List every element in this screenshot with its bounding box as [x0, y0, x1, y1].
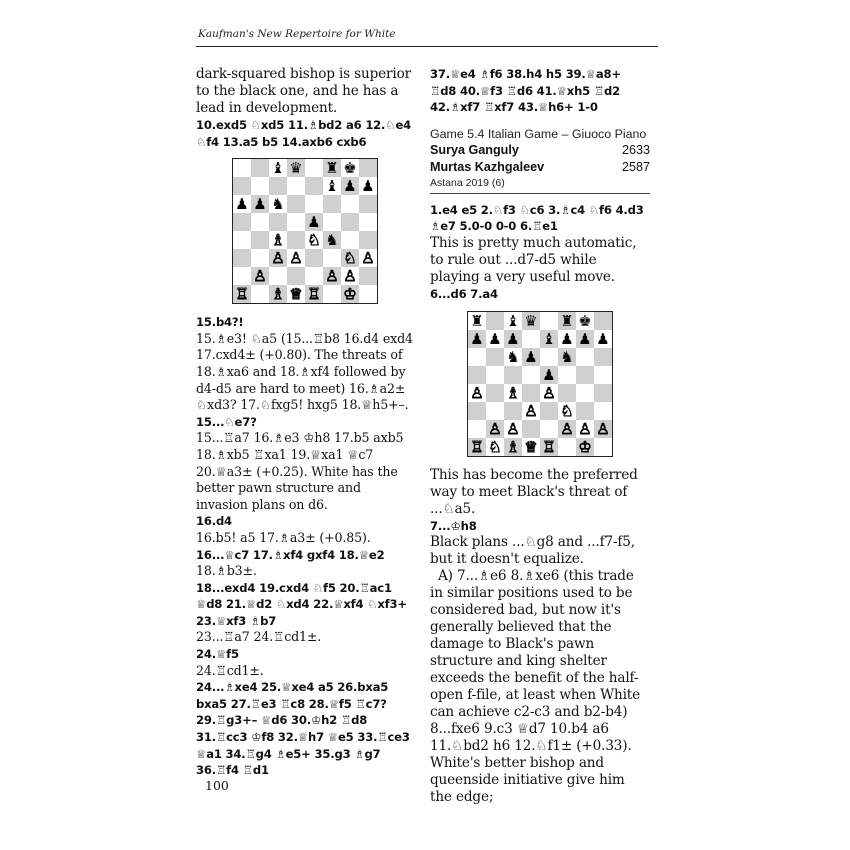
board-square	[305, 249, 323, 267]
chess-piece: ♟	[305, 213, 323, 231]
board-square	[558, 366, 576, 384]
chess-piece: ♙	[343, 267, 357, 286]
board-square	[287, 177, 305, 195]
board-square	[522, 384, 540, 402]
chess-piece: ♙	[289, 249, 303, 268]
board-square	[540, 420, 558, 438]
chess-piece: ♟	[488, 329, 502, 348]
chess-piece: ♗	[504, 438, 522, 456]
chess-piece: ♟	[251, 195, 269, 213]
black-player-name: Murtas Kazhgaleev	[430, 159, 545, 174]
board-square	[359, 285, 377, 303]
chess-piece: ♙	[558, 420, 576, 438]
move-line: 24.♕f5	[196, 647, 239, 662]
board-square	[305, 177, 323, 195]
chess-piece: ♘	[488, 437, 502, 456]
move-line: 10.exd5 ♘xd5 11.♗bd2 a6 12.♘e4 ♘f4 13.a5 b5 14.axb6 cxb6	[196, 118, 411, 149]
chess-piece: ♞	[506, 347, 520, 366]
chess-piece: ♟	[560, 329, 574, 348]
board-square	[251, 231, 269, 249]
white-player-rating: 2633	[621, 142, 650, 157]
chess-piece: ♜	[323, 159, 341, 177]
chess-piece: ♟	[522, 348, 540, 366]
board-square	[341, 195, 359, 213]
white-player	[430, 142, 650, 159]
commentary-paragraph: 24.♖cd1±.	[196, 662, 264, 678]
chess-piece: ♟	[341, 177, 359, 195]
board-square	[359, 213, 377, 231]
board-square	[576, 366, 594, 384]
chess-piece: ♖	[468, 438, 486, 456]
board-square	[287, 195, 305, 213]
board-square	[486, 312, 504, 330]
board-square	[522, 330, 540, 348]
board-square	[486, 348, 504, 366]
chess-piece: ♙	[486, 420, 504, 438]
chess-piece: ♞	[558, 348, 576, 366]
chess-piece: ♟	[468, 330, 486, 348]
board-square	[576, 402, 594, 420]
move-line: 18...exd4 19.cxd4 ♘f5 20.♖ac1 ♕d8 21.♕d2 ♘xd4 22.♕xf4 ♘xf3+ 23.♕xf3 ♗b7	[196, 580, 407, 628]
board-square	[540, 312, 558, 330]
game-event: Astana 2019 (6)	[430, 176, 650, 194]
board-square	[576, 348, 594, 366]
board-square	[341, 213, 359, 231]
board-square	[468, 420, 486, 438]
board-square	[522, 420, 540, 438]
board-square	[305, 267, 323, 285]
commentary-paragraph: 16.b5! a5 17.♗a3± (+0.85).	[196, 529, 371, 545]
move-line: 24...♗xe4 25.♕xe4 a5 26.bxa5 bxa5 27.♖e3 ♖c8 28.♕f5 ♖c7? 29.♖g3+– ♕d6 30.♔h2 ♖d8 31.♖cc3 ♔f8 32.♕h7 ♕e5 33.♖ce3 ♕a1 34.♖g4 ♗e5+ 35.g3 ♗g7 36.♖f4 ♖d1	[196, 680, 410, 778]
board-square	[323, 249, 341, 267]
board-square	[251, 249, 269, 267]
chess-piece: ♞	[323, 231, 341, 249]
board-square	[233, 231, 251, 249]
board-square	[251, 177, 269, 195]
chess-piece: ♛	[522, 312, 540, 330]
chess-piece: ♚	[578, 311, 592, 330]
right-column-continuation	[430, 66, 650, 116]
board-square	[594, 384, 612, 402]
chess-piece: ♘	[307, 231, 321, 250]
diagram-1	[232, 158, 378, 304]
chess-piece: ♜	[470, 311, 484, 330]
chess-piece: ♟	[596, 329, 610, 348]
chess-piece: ♖	[540, 438, 558, 456]
chess-piece: ♛	[287, 159, 305, 177]
chess-piece: ♖	[305, 285, 323, 303]
white-player-name: Surya Ganguly	[430, 142, 519, 157]
board-square	[269, 177, 287, 195]
chess-piece: ♗	[271, 231, 285, 250]
commentary-paragraph: Black plans ...♘g8 and ...f7-f5, but it doesn't equalize.	[430, 534, 635, 568]
chess-piece: ♗	[506, 383, 520, 402]
commentary-paragraph: This has become the preferred way to meet Black's threat of ...♘a5.	[430, 466, 638, 517]
board-square	[305, 159, 323, 177]
chess-piece: ♞	[271, 195, 285, 214]
board-square	[251, 213, 269, 231]
board-square	[594, 348, 612, 366]
board-square	[504, 402, 522, 420]
chess-piece: ♙	[542, 383, 556, 402]
board-square	[522, 366, 540, 384]
black-player	[430, 159, 650, 176]
chess-piece: ♝	[506, 311, 520, 330]
board-square	[269, 213, 287, 231]
chess-piece: ♟	[576, 330, 594, 348]
board-square	[594, 312, 612, 330]
board-square	[233, 159, 251, 177]
board-square	[359, 195, 377, 213]
board-square	[323, 195, 341, 213]
board-square	[233, 267, 251, 285]
board-square	[594, 366, 612, 384]
chess-piece: ♙	[524, 401, 538, 420]
game-header: Game 5.4 Italian Game – Giuoco Piano	[430, 126, 647, 141]
right-column-body	[430, 202, 650, 806]
chess-piece: ♙	[594, 420, 612, 438]
move-line: 16.d4	[196, 514, 232, 529]
board-square	[341, 231, 359, 249]
chess-piece: ♙	[251, 267, 269, 285]
commentary-paragraph: This is pretty much automatic, to rule out ...d7-d5 while playing a very useful move.	[430, 234, 637, 285]
page-number: 100	[205, 778, 229, 793]
board-square	[305, 195, 323, 213]
commentary-paragraph: 15.♗e3! ♘a5 (15...♖b8 16.d4 exd4 17.cxd4± (+0.80). The threats of 18.♗xa6 and 18.♗xf4 followed by d4-d5 are hard to meet) 16.♗a2± ♘xd3? 17.♘fxg5! hxg5 18.♕h5+–.	[196, 330, 413, 413]
move-line: 16...♕c7 17.♗xf4 gxf4 18.♕e2	[196, 547, 385, 562]
board-square	[540, 348, 558, 366]
move-line: 15...♘e7?	[196, 414, 257, 429]
black-player-rating: 2587	[621, 159, 650, 174]
board-square	[269, 267, 287, 285]
board-square	[287, 231, 305, 249]
board-square	[359, 231, 377, 249]
chess-piece: ♟	[361, 177, 375, 196]
board-square	[251, 159, 269, 177]
board-square	[468, 366, 486, 384]
board-square	[594, 402, 612, 420]
move-line: 1.e4 e5 2.♘f3 ♘c6 3.♗c4 ♘f6 4.d3 ♗e7 5.0-0 0-0 6.♖e1	[430, 202, 644, 234]
board-square	[287, 213, 305, 231]
board-square	[558, 384, 576, 402]
chess-piece: ♙	[578, 419, 592, 438]
move-line: 7...♔h8	[430, 518, 477, 533]
running-title: Kaufman's New Repertoire for White	[198, 28, 396, 40]
board-square	[359, 267, 377, 285]
chess-piece: ♚	[343, 159, 357, 178]
chess-piece: ♙	[470, 383, 484, 402]
board-square	[486, 402, 504, 420]
chess-piece: ♝	[271, 159, 285, 178]
board-square	[540, 402, 558, 420]
board-square	[576, 384, 594, 402]
diagram-2	[467, 311, 613, 457]
board-square	[233, 177, 251, 195]
board-square	[251, 285, 269, 303]
chess-piece: ♔	[341, 285, 359, 303]
board-square	[233, 213, 251, 231]
chess-piece: ♙	[323, 267, 341, 285]
board-square	[323, 213, 341, 231]
move-line: 6...d6 7.a4	[430, 286, 498, 301]
commentary-paragraph: 23...♖a7 24.♖cd1±.	[196, 629, 322, 645]
chess-piece: ♖	[233, 285, 251, 303]
left-column	[196, 66, 414, 779]
board-square	[594, 438, 612, 456]
board-square	[359, 159, 377, 177]
header-rule	[196, 46, 658, 47]
commentary-paragraph: A) 7...♗e6 8.♗xe6 (this trade in similar positions used to be considered bad, but now it's generally believed that the damage to Black's pawn structure and king shelter exceeds the benefit of the half-open f-file, at least when White can achieve c2-c3 and b2-b4) 8...fxe6 9.c3 ♕d7 10.b4 a6 11.♘bd2 h6 12.♘f1± (+0.33). White's better bishop and queenside initiative give him the edge;	[430, 568, 640, 806]
right-column	[430, 66, 650, 806]
board-square	[486, 384, 504, 402]
board-square	[558, 438, 576, 456]
commentary-paragraph: dark-squared bishop is superior to the black one, and he has a lead in development.	[196, 66, 411, 116]
chess-piece: ♕	[289, 285, 303, 304]
board-square	[486, 366, 504, 384]
chess-piece: ♙	[269, 249, 287, 267]
chess-piece: ♕	[524, 437, 538, 456]
chess-piece: ♙	[361, 249, 375, 268]
board-square	[468, 402, 486, 420]
chess-piece: ♟	[235, 195, 249, 214]
chess-piece: ♟	[504, 330, 522, 348]
chess-piece: ♝	[325, 177, 339, 196]
board-square	[233, 249, 251, 267]
chess-piece: ♗	[269, 285, 287, 303]
board-square	[468, 348, 486, 366]
board-square	[323, 285, 341, 303]
chess-piece: ♟	[540, 366, 558, 384]
chess-piece: ♘	[560, 401, 574, 420]
commentary-paragraph: 18.♗b3±.	[196, 563, 257, 579]
commentary-paragraph: 15...♖a7 16.♗e3 ♔h8 17.b5 axb5 18.♗xb5 ♖xa1 19.♕xa1 ♕c7 20.♕a3± (+0.25). White has the better pawn structure and invasion plans on d6.	[196, 430, 404, 512]
chess-piece: ♔	[576, 438, 594, 456]
move-line: 37.♕e4 ♗f6 38.h4 h5 39.♕a8+ ♖d8 40.♕f3 ♖d6 41.♕xh5 ♖d2 42.♗xf7 ♖xf7 43.♕h6+ 1-0	[430, 67, 621, 115]
board-square	[287, 267, 305, 285]
chess-piece: ♝	[540, 330, 558, 348]
chess-piece: ♜	[558, 312, 576, 330]
board-square	[504, 366, 522, 384]
chess-piece: ♙	[506, 419, 520, 438]
move-line: 15.b4?!	[196, 315, 244, 330]
chess-piece: ♘	[341, 249, 359, 267]
